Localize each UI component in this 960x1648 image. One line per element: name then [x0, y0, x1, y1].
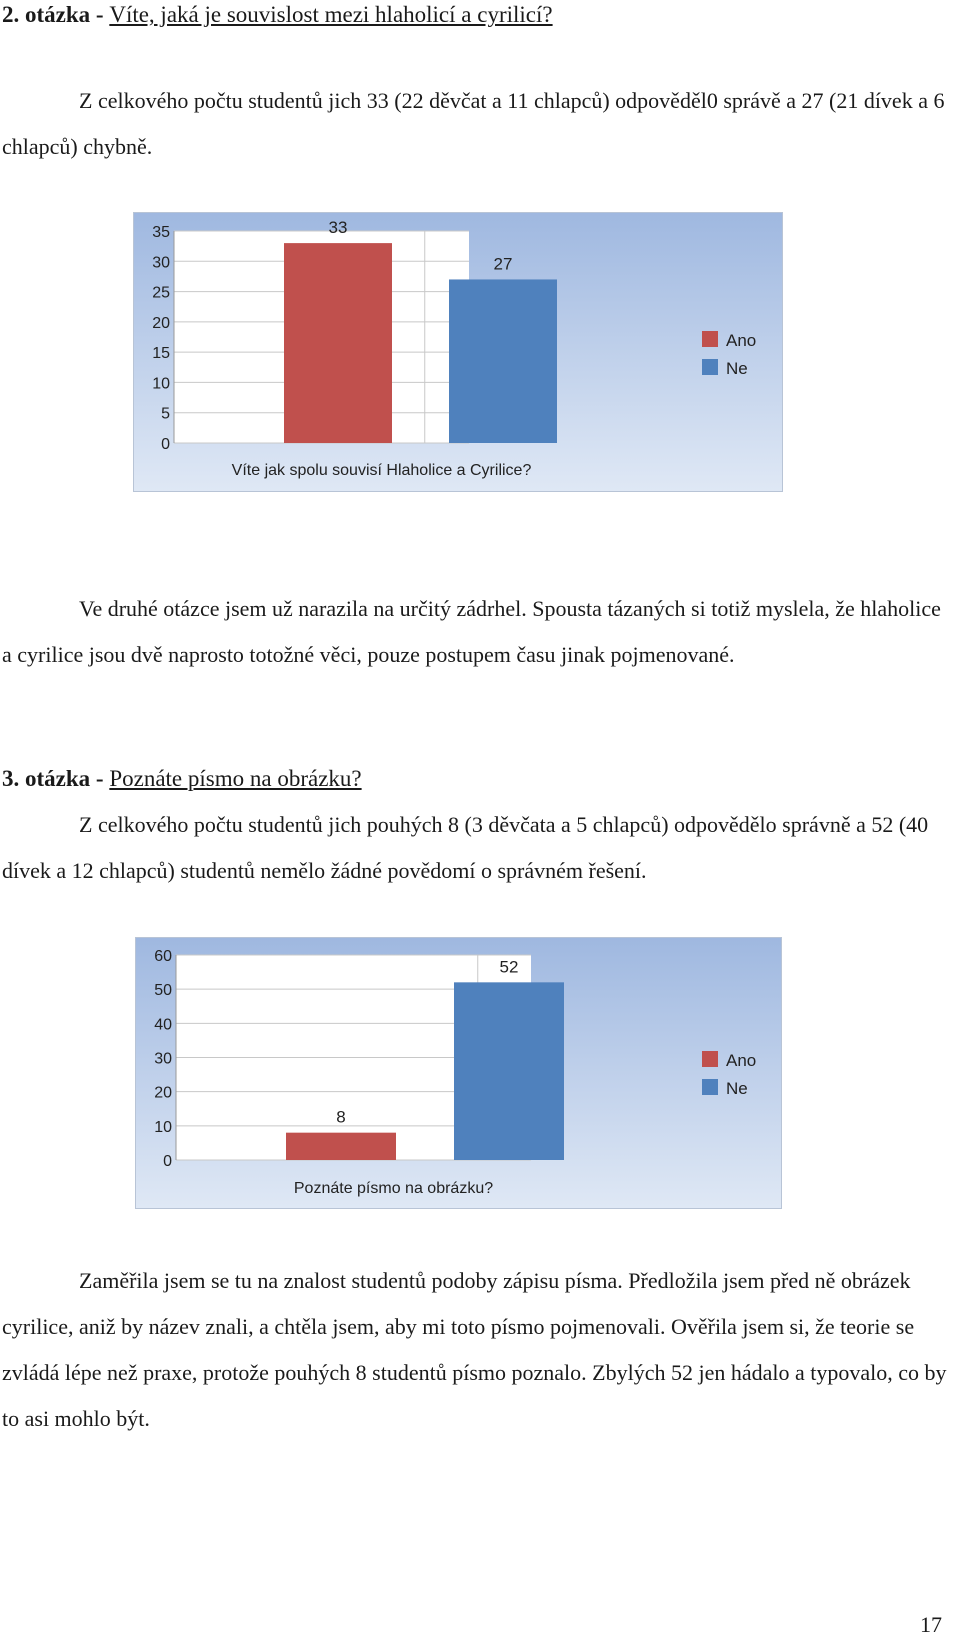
question-3-result	[2, 802, 952, 894]
legend-swatch-ne	[702, 359, 718, 375]
question-3-number: 3. otázka -	[2, 766, 110, 791]
y-tick-label: 30	[152, 254, 170, 272]
page-number: 17	[920, 1612, 942, 1637]
y-tick-label: 60	[154, 948, 172, 965]
legend-label-ne: Ne	[726, 1079, 748, 1098]
question-3-heading	[2, 766, 362, 792]
question-2-commentary-text: Ve druhé otázce jsem už narazila na určitý zádrhel. Spousta tázaných si totiž myslela, že hlaholice a cyrilice jsou dvě naprosto totožné věci, pouze postupem času jinak pojmenované.	[2, 596, 941, 667]
bar-ano	[284, 243, 392, 443]
legend-swatch-ano	[702, 1051, 718, 1067]
question-2-result	[2, 78, 952, 170]
y-tick-label: 5	[161, 405, 170, 423]
question-2-number: 2. otázka -	[2, 2, 110, 27]
legend-label-ano: Ano	[726, 331, 757, 350]
chart-question-2	[133, 212, 783, 492]
y-tick-label: 0	[161, 436, 170, 453]
y-tick-label: 25	[152, 284, 170, 302]
legend-label-ne: Ne	[726, 359, 748, 378]
question-3-result-text: Z celkového počtu studentů jich pouhých 8 (3 děvčata a 5 chlapců) odpovědělo správně a 52 (40 dívek a 12 chlapců) studentů nemělo žádné povědomí o správném řešení.	[2, 812, 929, 883]
y-tick-label: 10	[152, 375, 170, 393]
legend-swatch-ano	[702, 331, 718, 347]
bar-ne	[454, 982, 564, 1160]
y-tick-label: 35	[152, 224, 170, 241]
y-tick-label: 0	[163, 1153, 172, 1170]
chart-question-2-svg	[134, 213, 782, 491]
question-2-result-text: Z celkového počtu studentů jich 33 (22 děvčat a 11 chlapců) odpověděl0 správě a 27 (21 dívek a 6 chlapců) chybně.	[2, 88, 945, 159]
y-tick-label: 30	[154, 1050, 172, 1068]
legend-label-ano: Ano	[726, 1051, 757, 1070]
chart-question-3-svg	[136, 938, 781, 1208]
y-tick-label: 15	[152, 345, 170, 363]
question-2-commentary	[2, 586, 952, 678]
legend-swatch-ne	[702, 1079, 718, 1095]
bar-ne	[449, 279, 557, 443]
y-tick-label: 50	[154, 982, 172, 1000]
question-2-text: Víte, jaká je souvislost mezi hlaholicí a cyrilicí?	[109, 2, 553, 27]
data-label: 27	[493, 254, 513, 274]
data-label: 52	[499, 957, 519, 977]
data-label: 33	[328, 218, 348, 238]
question-3-commentary	[2, 1258, 952, 1442]
question-3-text: Poznáte písmo na obrázku?	[109, 766, 362, 791]
bar-ano	[286, 1133, 396, 1160]
question-3-commentary-text: Zaměřila jsem se tu na znalost studentů podoby zápisu písma. Předložila jsem před ně obrázek cyrilice, aniž by název znali, a chtěla jsem, aby mi toto písmo pojmenovali. Ověřila jsem si, že teorie se zvládá lépe než praxe, protože pouhých 8 studentů písmo poznalo. Zbylých 52 jen hádalo a typovalo, co by to asi mohlo být.	[2, 1268, 947, 1431]
category-label: Víte jak spolu souvisí Hlaholice a Cyrilice?	[231, 462, 532, 479]
y-tick-label: 10	[154, 1118, 172, 1136]
category-label: Poznáte písmo na obrázku?	[293, 1180, 494, 1197]
y-tick-label: 40	[154, 1016, 172, 1034]
y-tick-label: 20	[154, 1084, 172, 1102]
y-tick-label: 20	[152, 314, 170, 332]
question-2-heading	[2, 2, 553, 28]
chart-question-3	[135, 937, 782, 1209]
data-label: 8	[336, 1107, 346, 1127]
